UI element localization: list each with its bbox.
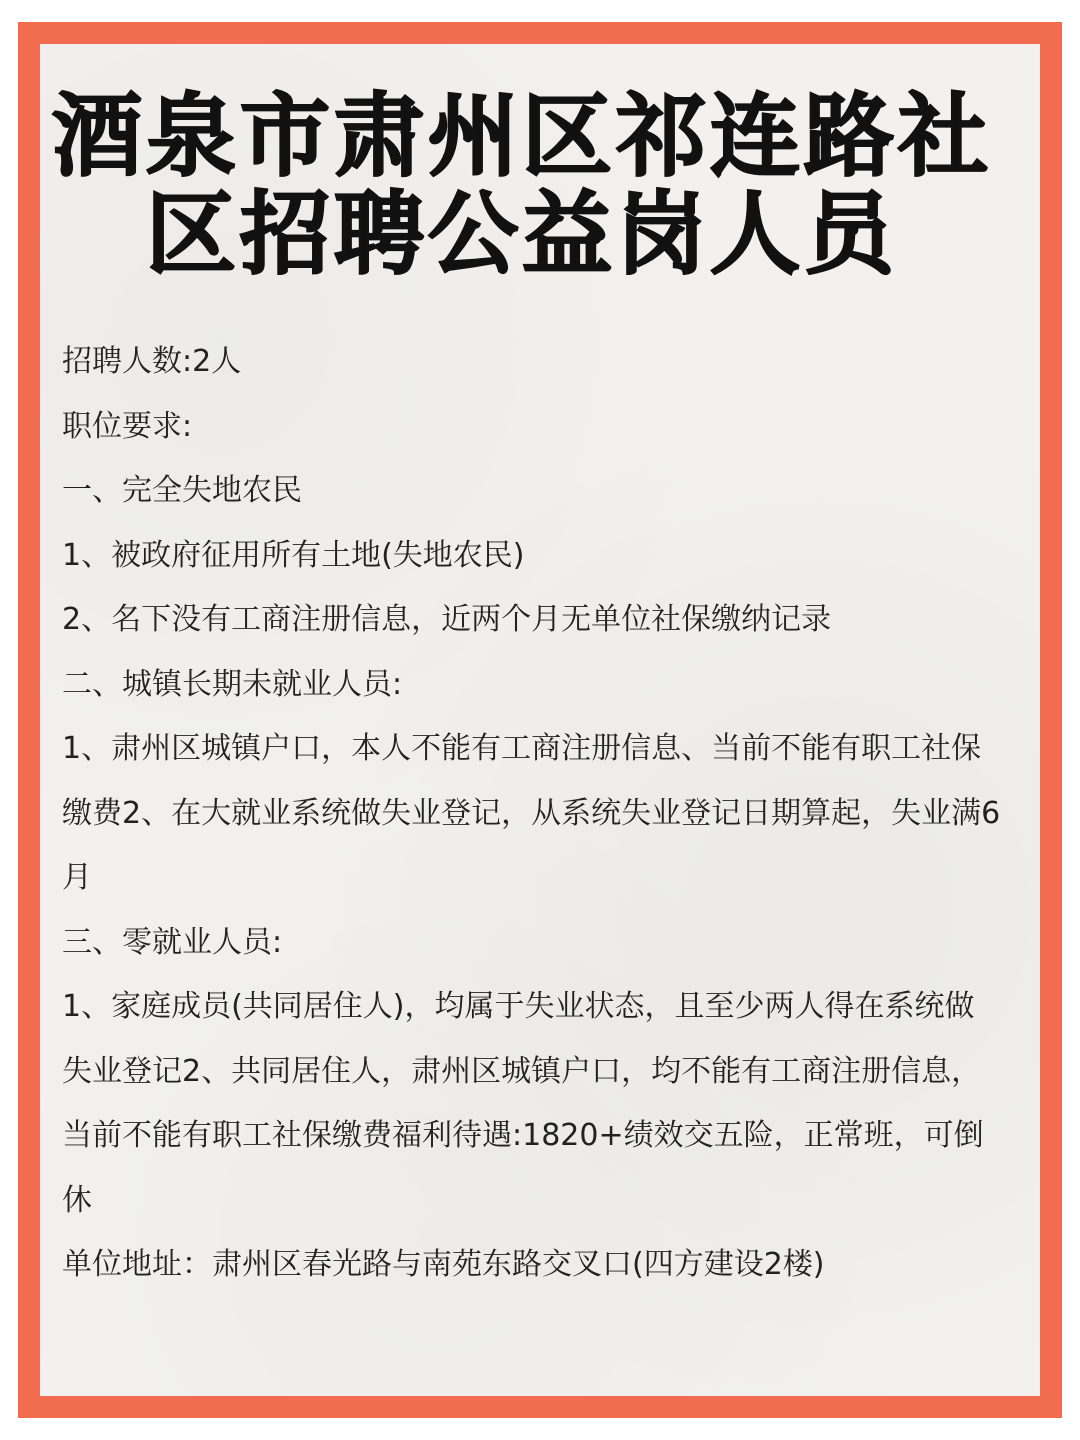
section-2-heading: 二、城镇长期未就业人员: bbox=[62, 666, 403, 702]
title-line-2: 区招聘公益岗人员 bbox=[146, 182, 898, 287]
page-title bbox=[22, 84, 1022, 287]
job-description bbox=[62, 330, 1002, 1298]
section-3-heading: 三、零就业人员: bbox=[62, 924, 283, 960]
section-2-body: 1、肃州区城镇户口，本人不能有工商注册信息、当前不能有职工社保缴费2、在大就业系统做失业登记，从系统失业登记日期算起，失业满6月 bbox=[62, 731, 1001, 895]
requirements-heading: 职位要求: bbox=[62, 408, 193, 444]
address-text: 单位地址：肃州区春光路与南苑东路交叉口(四方建设2楼) bbox=[62, 1247, 825, 1282]
section-1-item-1: 1、被政府征用所有土地(失地农民) bbox=[62, 537, 525, 573]
section-3-body: 1、家庭成员(共同居住人)，均属于失业状态，且至少两人得在系统做失业登记2、共同居住人，肃州区城镇户口，均不能有工商注册信息，当前不能有职工社保缴费福利待遇:1820+绩效交五险，正常班，可倒休 bbox=[62, 989, 984, 1218]
title-line-1: 酒泉市肃州区祁连路社 bbox=[52, 84, 992, 189]
section-1-item-2: 2、名下没有工商注册信息，近两个月无单位社保缴纳记录 bbox=[62, 602, 832, 637]
section-1-heading: 一、完全失地农民 bbox=[62, 473, 302, 508]
headcount-text: 招聘人数:2人 bbox=[62, 344, 242, 379]
